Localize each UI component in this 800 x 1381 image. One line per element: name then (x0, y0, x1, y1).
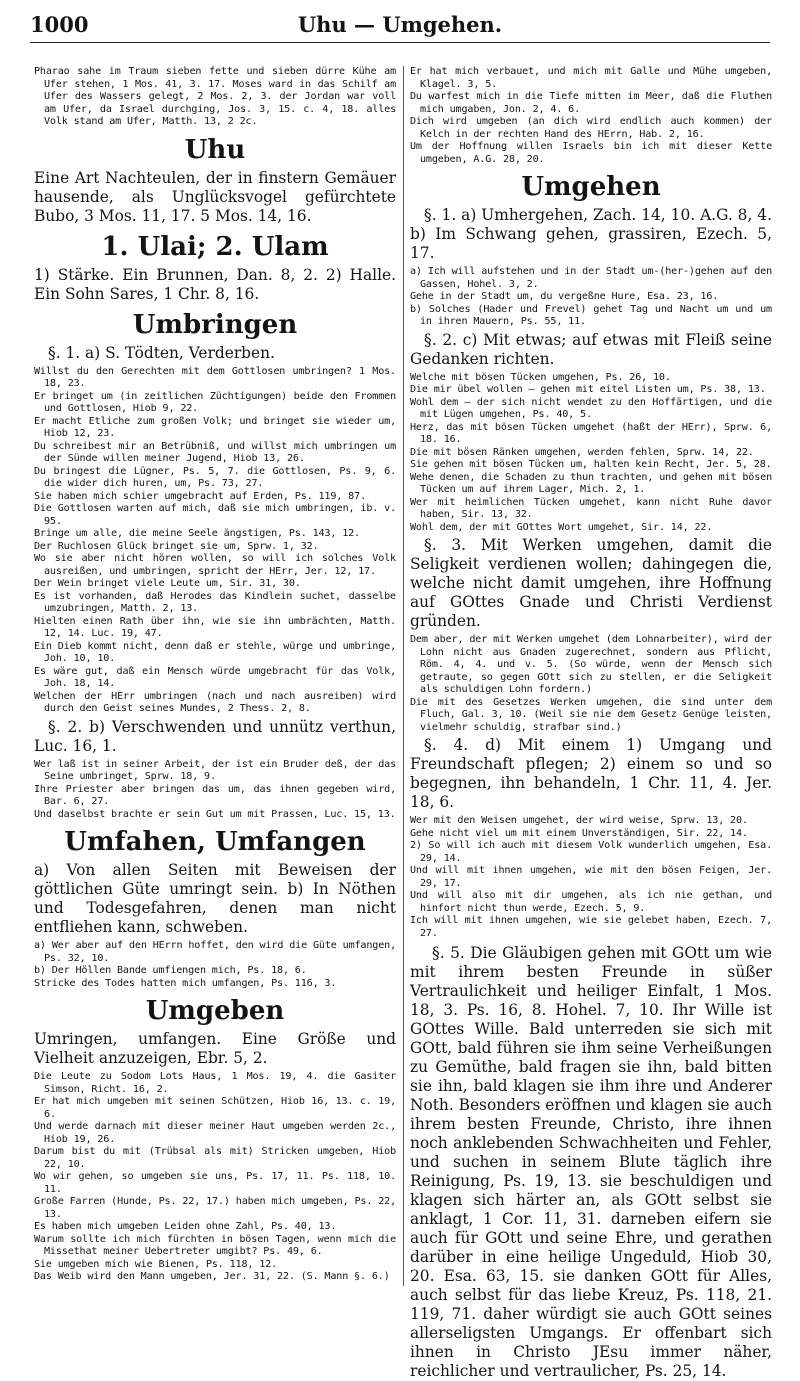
citation-entry: Du bringest die Lügner, Ps. 5, 7. die Gottlosen, Ps. 9, 6. die wider dich huren, um, Ps. 73, 27. (34, 465, 396, 489)
running-title: Uhu — Umgehen. (297, 12, 503, 37)
citation-entry: Dich wird umgeben (an dich wird endlich auch kommen) der Kelch in der rechten Hand des HErrn, Hab. 2, 16. (410, 116, 772, 140)
citation-entry: Ich will mit ihnen umgehen, wie sie gelebet haben, Ezech. 7, 27. (410, 915, 772, 939)
citation-entry: Wohl dem — der sich nicht wendet zu den Hoffärtigen, und die mit Lügen umgehen, Ps. 40, 5. (410, 396, 772, 420)
citation-entry: Wohl dem, der mit GOttes Wort umgehet, Sir. 14, 22. (410, 521, 713, 533)
citation-entry: Das Weib wird den Mann umgeben, Jer. 31, 22. (S. Mann §. 6.) (34, 1271, 390, 1282)
citation-entry: Sie gehen mit bösen Tücken um, halten kein Recht, Jer. 5, 28. (410, 459, 772, 470)
definition: a) Von allen Seiten mit Beweisen der göttlichen Güte umringt sein. b) In Nöthen und Todesgefahren, denen man nicht entfliehen kann, schweben. (34, 861, 396, 936)
definition: 1) Stärke. Ein Brunnen, Dan. 8, 2. 2) Halle. Ein Sohn Sares, 1 Chr. 8, 16. (34, 265, 396, 303)
citation-entry: Gehe nicht viel um mit einem Unverständigen, Sir. 22, 14. (410, 827, 748, 839)
citation-entry: Und werde darnach mit dieser meiner Haut umgeben werden 2c., Hiob 19, 26. (34, 1121, 396, 1145)
citation-entry: Welchen der HErr umbringen (nach und nach ausreiben) wird durch den Geist seines Mundes, 2 Thess. 2, 8. (34, 690, 396, 714)
citation-entry: Willst du den Gerechten mit dem Gottlosen umbringen? 1 Mos. 18, 23. (34, 365, 396, 389)
citation-entry: Der Wein bringet viele Leute um, Sir. 31, 30. (34, 578, 301, 589)
citation-entry: Er bringet um (in zeitlichen Züchtigungen) beide den Frommen und Gottlosen, Hiob 9, 22. (34, 390, 396, 414)
citation-entry: Er hat mich umgeben mit seinen Schützen, Hiob 16, 13. c. 19, 6. (34, 1096, 396, 1120)
entry-heading: Umgeben (145, 996, 285, 1026)
section-heading: §. 3. Mit Werken umgehen, damit die Seligkeit verdienen wollen; dahingegen die, welche nicht damit umgehen, ihre Hoffnung auf GOttes Gnade und Christi Verdienst gründen. (410, 536, 772, 630)
citation-entry: Gehe in der Stadt um, du vergeßne Hure, Esa. 23, 16. (410, 291, 719, 302)
citation-entry: Die mir übel wollen — gehen mit eitel Listen um, Ps. 38, 13. (410, 384, 766, 395)
citation-entry: Um der Hoffnung willen Israels bin ich mit dieser Kette umgeben, A.G. 28, 20. (410, 141, 772, 165)
citation-entry: Ein Dieb kommt nicht, denn daß er stehle, würge und umbringe, Joh. 10, 10. (34, 640, 396, 664)
citation-entry: Und will also mit dir umgehen, als ich nie gethan, und hinfort nicht thun werde, Ezech. 5, 9. (410, 890, 772, 914)
citation-entry: Welche mit bösen Tücken umgehen, Ps. 26, 10. (410, 371, 671, 383)
citation-entry: Wehe denen, die Schaden zu thun trachten, und gehen mit bösen Tücken um auf ihrem Lager, Mich. 2, 1. (410, 471, 772, 495)
definition: Umringen, umfangen. Eine Größe und Vielheit anzuzeigen, Ebr. 5, 2. (34, 1030, 396, 1067)
section-heading: §. 2. b) Verschwenden und unnütz verthun, Luc. 16, 1. (34, 717, 396, 755)
citation-entry: Und daselbst brachte er sein Gut um mit Prassen, Luc. 15, 13. (34, 808, 396, 820)
column-divider (403, 66, 404, 1286)
citation-entry: Und will mit ihnen umgehen, wie mit den bösen Feigen, Jer. 29, 17. (410, 865, 772, 889)
entry-heading: Umfahen, Umfangen (64, 827, 366, 857)
citation-entry: Wo wir gehen, so umgeben sie uns, Ps. 17, 11. Ps. 118, 10. 11. (34, 1171, 396, 1195)
citation-entry: Sie haben mich schier umgebracht auf Erden, Ps. 119, 87. (34, 490, 366, 502)
citation-entry: Herz, das mit bösen Tücken umgehet (haßt der HErr), Sprw. 6, 18. 16. (410, 421, 772, 445)
citation-entry: Die Gottlosen warten auf mich, daß sie mich umbringen, ib. v. 95. (34, 503, 396, 527)
citation-entry: a) Wer aber auf den HErrn hoffet, den wird die Güte umfangen, Ps. 32, 10. (34, 940, 396, 964)
citation-entry: b) Solches (Hader und Frevel) gehet Tag und Nacht um und um in ihren Mauern, Ps. 55, 11. (410, 303, 772, 327)
citation-entry: Wer laß ist in seiner Arbeit, der ist ein Bruder deß, der das Seine umbringet, Sprw. 18, 9. (34, 758, 396, 782)
citation-entry: Er macht Etliche zum großen Volk; und bringet sie wieder um, Hiob 12, 23. (34, 415, 396, 439)
entry-heading: 1. Ulai; 2. Ulam (101, 231, 329, 262)
entry-heading: Umbringen (132, 309, 298, 340)
citation-entry: Hielten einen Rath über ihn, wie sie ihn umbrächten, Matth. 12, 14. Luc. 19, 47. (34, 615, 396, 639)
section-heading: §. 2. c) Mit etwas; auf etwas mit Fleiß seine Gedanken richten. (410, 330, 772, 368)
citation-entry: Dem aber, der mit Werken umgehet (dem Lohnarbeiter), wird der Lohn nicht aus Gnaden zugerechnet, sondern aus Pflicht, Röm. 4, 4. und v. 5. (So würde, wenn der Mensch sich getraute, so gegen GOtt sich zu stellen, er die Seligkeit als schuldigen Lohn fordern.) (410, 634, 772, 695)
citation-entry: Die mit bösen Ränken umgehen, werden fehlen, Sprw. 14, 22. (410, 446, 754, 458)
citation-entry: Bringe um alle, die meine Seele ängstigen, Ps. 143, 12. (34, 528, 360, 539)
citation-entry: Die mit des Gesetzes Werken umgehen, die sind unter dem Fluch, Gal. 3, 10. (Weil sie nie dem Gesetz Genüge leisten, vielmehr schuldig, strafbar sind.) (410, 696, 772, 733)
citation-entry: Du warfest mich in die Tiefe mitten im Meer, daß die Fluthen mich umgaben, Jon. 2, 4. 6. (410, 91, 772, 115)
section-heading: §. 1. a) S. Tödten, Verderben. (48, 343, 275, 362)
left-column (34, 66, 396, 1288)
citation-entry: Große Farren (Hunde, Ps. 22, 17.) haben mich umgeben, Ps. 22, 13. (34, 1196, 396, 1220)
citation-entry: Pharao sahe im Traum sieben fette und sieben dürre Kühe am Ufer stehen, 1 Mos. 41, 3. 17. Moses ward in das Schilf am Ufer des Wassers gelegt, 2 Mos. 2, 3. der Jordan war voll am Ufer, da Israel durchging, Jos. 3, 15. c. 4, 18. alles Volk stand am Ufer, Matth. 13, 2 2c. (34, 66, 396, 127)
citation-entry: a) Ich will aufstehen und in der Stadt um-(her-)gehen auf den Gassen, Hohel. 3, 2. (410, 266, 772, 290)
page-number: 1000 (30, 12, 89, 37)
citation-entry: Er hat mich verbauet, und mich mit Galle und Mühe umgeben, Klagel. 3, 5. (410, 66, 772, 90)
definition: Eine Art Nachteulen, der in finstern Gemäuer hausende, als Unglücksvogel gefürchtete Bubo, 3 Mos. 11, 17. 5 Mos. 14, 16. (34, 168, 396, 225)
body-paragraph: §. 5. Die Gläubigen gehen mit GOtt um wie mit ihrem besten Freunde in süßer Vertraulichkeit und heiliger Einfalt, 1 Mos. 18, 3. Ps. 16, 8. Hohel. 7, 10. Ihr Wille ist GOttes Wille. Bald unterreden sie sich mit GOtt, bald führen sie ihm seine Verheißungen zu Gemüthe, bald fragen sie ihn, bald bitten sie ihn, bald klagen sie ihm ihre und Anderer Noth. Besonders eröffnen und klagen sie auch ihrem besten Freunde, Christo, ihre ihnen noch anklebenden Schwachheiten und Fehler, und suchen in seinem Blute täglich ihre Reinigung, Ps. 19, 13. sie beschuldigen und klagen sich härter an, als GOtt selbst sie anklagt, 1 Cor. 11, 31. darneben eifern sie auch für GOtt und seine Ehre, und gerathen darüber in eine heilige Ungeduld, Hiob 30, 20. Esa. 63, 15. sie danken GOtt für Alles, auch selbst für das liebe Kreuz, Ps. 118, 21. 119, 71. daher würdigt sie auch GOtt seines allerseligsten Umgangs. Er offenbart sich ihnen in Christo JEsu immer näher, reichlicher und vertraulicher, Ps. 25, 14. (410, 944, 772, 1380)
citation-entry: Sie umgeben mich wie Bienen, Ps. 118, 12. (34, 1258, 278, 1270)
page-header (30, 8, 770, 43)
citation-entry: b) Der Höllen Bande umfiengen mich, Ps. 18, 6. (34, 965, 307, 976)
citation-entry: 2) So will ich auch mit diesem Volk wunderlich umgehen, Esa. 29, 14. (410, 840, 772, 864)
citation-entry: Die Leute zu Sodom Lots Haus, 1 Mos. 19, 4. die Gasiter Simson, Richt. 16, 2. (34, 1071, 396, 1095)
entry-heading: Umgehen (521, 172, 661, 202)
citation-entry: Es haben mich umgeben Leiden ohne Zahl, Ps. 40, 13. (34, 1221, 337, 1232)
right-column (410, 66, 772, 1380)
citation-entry: Wer mit heimlichen Tücken umgehet, kann nicht Ruhe davor haben, Sir. 13, 32. (410, 496, 772, 520)
citation-entry: Wo sie aber nicht hören wollen, so will ich solches Volk ausreißen, und umbringen, spricht der HErr, Jer. 12, 17. (34, 553, 396, 577)
citation-entry: Es wäre gut, daß ein Mensch würde umgebracht für das Volk, Joh. 18, 14. (34, 665, 396, 689)
citation-entry: Du schreibest mir an Betrübniß, und willst mich umbringen um der Sünde willen meiner Jugend, Hiob 13, 26. (34, 440, 396, 464)
section-heading: §. 4. d) Mit einem 1) Umgang und Freundschaft pflegen; 2) einem so und so begegnen, ihn behandeln, 1 Chr. 11, 4. Jer. 18, 6. (410, 736, 772, 811)
citation-entry: Stricke des Todes hatten mich umfangen, Ps. 116, 3. (34, 977, 337, 989)
citation-entry: Ihre Priester aber bringen das um, das ihnen gegeben wird, Bar. 6, 27. (34, 783, 396, 807)
citation-entry: Wer mit den Weisen umgehet, der wird weise, Sprw. 13, 20. (410, 815, 748, 826)
section-heading: §. 1. a) Umhergehen, Zach. 14, 10. A.G. 8, 4. b) Im Schwang gehen, grassiren, Ezech. 5, 17. (410, 206, 772, 262)
citation-entry: Darum bist du mit (Trübsal als mit) Stricken umgeben, Hiob 22, 10. (34, 1146, 396, 1170)
citation-entry: Warum sollte ich mich fürchten in bösen Tagen, wenn mich die Missethat meiner Uebertreter umgibt? Ps. 49, 6. (34, 1233, 396, 1257)
entry-heading: Uhu (184, 134, 246, 165)
citation-entry: Es ist vorhanden, daß Herodes das Kindlein suchet, dasselbe umzubringen, Matth. 2, 13. (34, 590, 396, 614)
citation-entry: Der Ruchlosen Glück bringet sie um, Sprw. 1, 32. (34, 540, 319, 552)
